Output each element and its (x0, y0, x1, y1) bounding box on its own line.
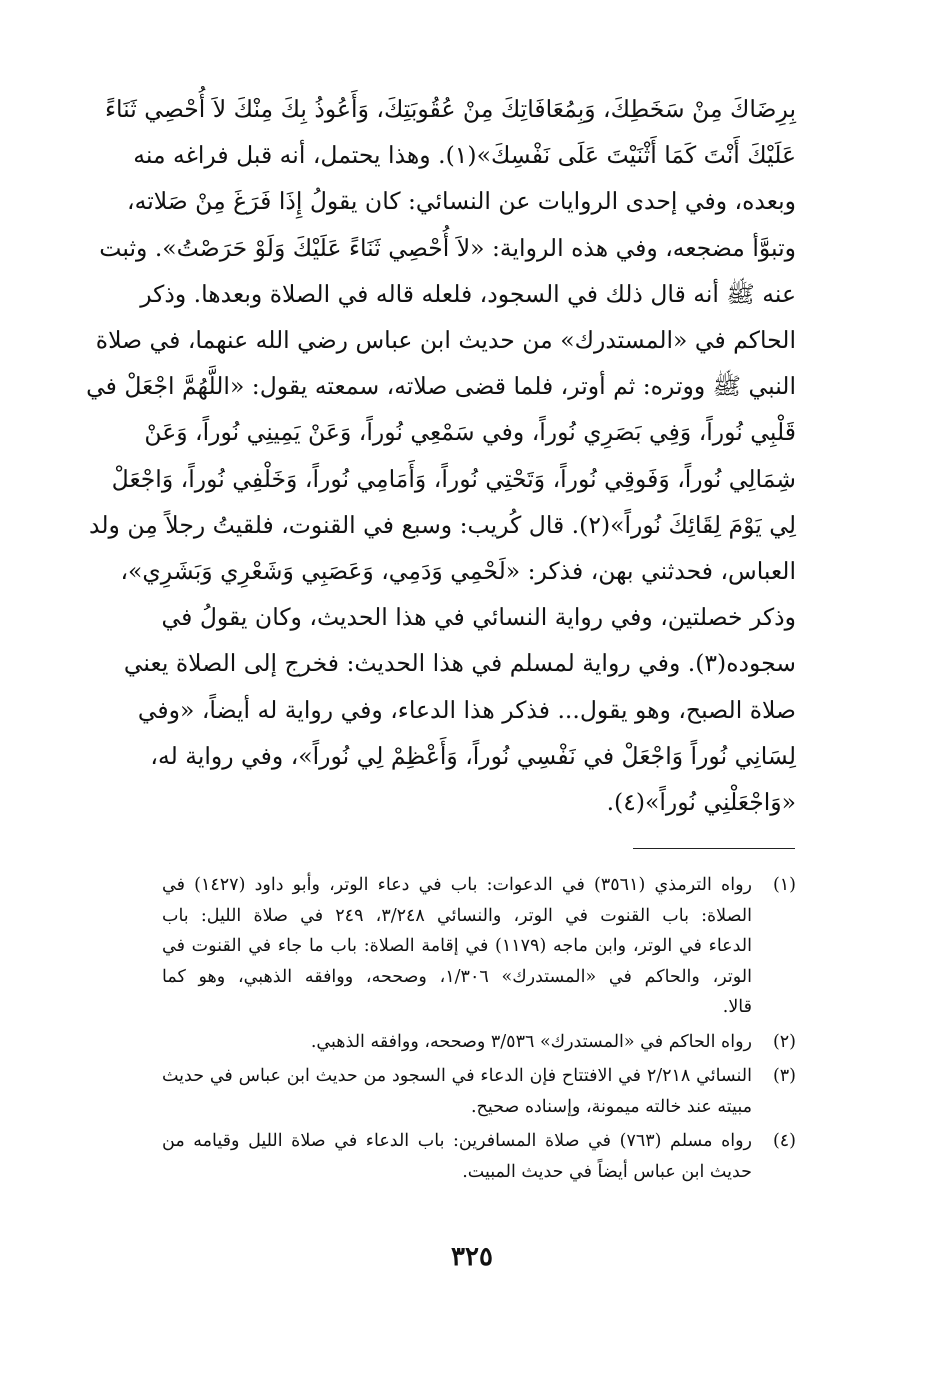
body-line: شِمَالِي نُوراً، وَفَوقِي نُوراً، وَتَحْتِي نُوراً، وَأَمَامِي نُوراً، وَخَلْفِي نُوراً، وَاجْعَلْ (111, 464, 796, 493)
footnote-line: الدعاء في الوتر، وابن ماجه (١١٧٩) في إقامة الصلاة: باب ما جاء في القنوت في (162, 936, 752, 956)
body-line: «وَاجْعَلْنِي نُوراً»(٤). (606, 788, 796, 817)
footnote-separator (633, 848, 795, 849)
footnote-3 (162, 1061, 796, 1122)
body-line: صلاة الصبح، وهو يقول... فذكر هذا الدعاء، وفي رواية له أيضاً، «وفي (137, 695, 796, 724)
body-line: الحاكم في «المستدرك» من حديث ابن عباس رضي الله عنهما، في صلاة (95, 326, 796, 355)
body-line: وبعده، وفي إحدى الروايات عن النسائي: كان يقولُ إِذَا فَرَغَ مِنْ صَلاته، (127, 187, 796, 216)
body-line: النبي ﷺ ووتره: ثم أوتر، فلما قضى صلاته، سمعته يقول: «اللَّهُمَّ اجْعَلْ في (86, 372, 796, 401)
footnote-line: مبيته عند خالته ميمونة، وإسناده صحيح. (470, 1096, 752, 1117)
footnote-text (162, 870, 752, 1023)
body-line: العباس، فحدثني بهن، فذكر: «لَحْمِي وَدَمِي، وَعَصَبِي وَشَعْرِي وَبَشَرِي»، (120, 557, 796, 586)
footnote-number: (١) (772, 875, 796, 895)
footnote-line: النسائي ٢/٢١٨ في الافتتاح فإن الدعاء في السجود من حديث ابن عباس في حديث (162, 1066, 752, 1086)
footnote-number: (٣) (772, 1066, 796, 1086)
footnote-line: الوتر، والحاكم في «المستدرك» ١/٣٠٦، وصححه، ووافقه الذهبي، وهو كما (162, 966, 753, 987)
body-line: وتبوَّأ مضجعه، وفي هذه الرواية: «لاَ أُحْصِي ثَنَاءً عَلَيْكَ وَلَوْ حَرَصْتُ». وثبت (99, 233, 796, 262)
body-line: عَلَيْكَ أَنْتَ كَمَا أَثْنَيْتَ عَلَى نَفْسِكَ»(١). وهذا يحتمل، أنه قبل فراغه منه (133, 141, 796, 170)
footnotes (162, 870, 796, 1191)
footnote-line: رواه مسلم (٧٦٣) في صلاة المسافرين: باب الدعاء في صلاة الليل وقيامه من (162, 1131, 753, 1151)
footnote-2 (162, 1027, 796, 1058)
body-line: قَلْبِي نُوراً، وَفِي بَصَرِي نُوراً، وفي سَمْعِي نُوراً، وَعَنْ يَمِينِي نُوراً، وَعَنْ (144, 418, 796, 447)
footnote-number: (٤) (772, 1131, 796, 1151)
body-line: لِي يَوْمَ لِقَائِكَ نُوراً»(٢). قال كُريب: وسبع في القنوت، فلقيتُ رجلاً مِن ولد (89, 510, 796, 539)
footnote-line: حديث ابن عباس أيضاً في حديث المبيت. (462, 1161, 752, 1182)
page-number: ٣٢٥ (451, 1242, 493, 1272)
footnote-line: رواه الحاكم في «المستدرك» ٣/٥٣٦ وصححه، ووافقه الذهبي. (310, 1031, 752, 1052)
footnote-4 (162, 1126, 796, 1187)
footnote-text (162, 1027, 752, 1058)
footnote-1 (162, 870, 796, 1023)
body-line: عنه ﷺ أنه قال ذلك في السجود، فلعله قاله في الصلاة وبعدها. وذكر (140, 279, 796, 308)
main-text (86, 86, 796, 825)
footnote-text (162, 1126, 752, 1187)
footnote-number: (٢) (772, 1031, 796, 1052)
footnote-line: قالا. (722, 997, 752, 1017)
body-line: سجوده(٣). وفي رواية لمسلم في هذا الحديث: فخرج إلى الصلاة يعني (123, 649, 796, 678)
body-line: بِرِضَاكَ مِنْ سَخَطِكَ، وَبِمُعَافَاتِكَ مِنْ عُقُوبَتِكَ، وَأَعُوذُ بِكَ مِنْكَ لاَ أُحْصِي ثَنَاءً (104, 95, 796, 123)
footnote-line: رواه الترمذي (٣٥٦١) في الدعوات: باب في دعاء الوتر، وأبو داود (١٤٢٧) في (162, 875, 752, 895)
footnote-text (162, 1061, 752, 1122)
footnote-line: الصلاة: باب القنوت في الوتر، والنسائي ٣/٢٤٨، ٢٤٩ في صلاة الليل: باب (162, 905, 752, 926)
body-line: وذكر خصلتين، وفي رواية النسائي في هذا الحديث، وكان يقولُ في (161, 603, 796, 632)
body-line: لِسَانِي نُوراً وَاجْعَلْ في نَفْسِي نُوراً، وَأَعْظِمْ لِي نُوراً»، وفي رواية له، (150, 741, 796, 770)
